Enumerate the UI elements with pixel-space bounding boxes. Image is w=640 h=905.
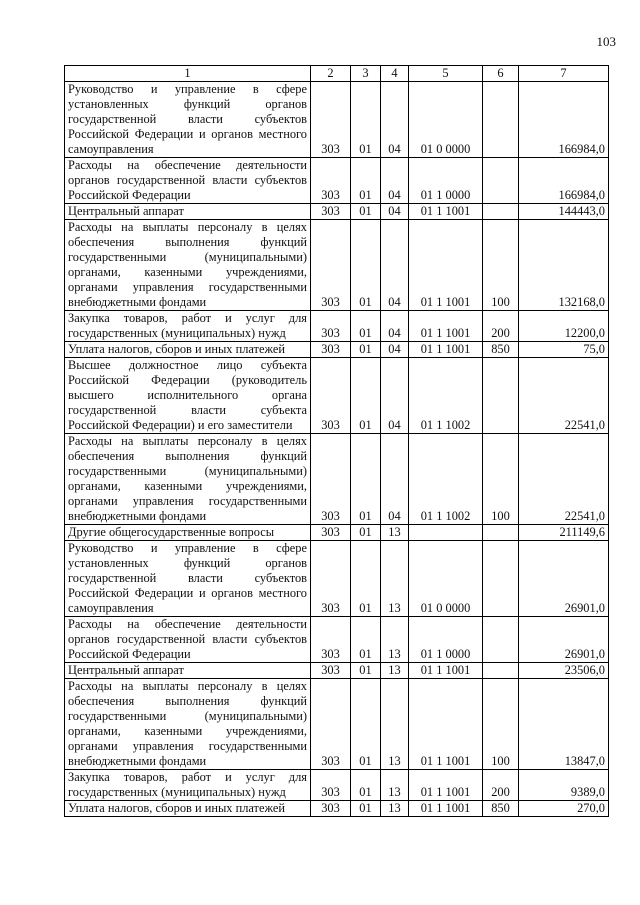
subsection-code-cell: 13 [381,679,409,770]
page-number: 103 [596,34,616,49]
target-article-cell: 01 1 1001 [409,342,483,358]
amount-cell: 13847,0 [519,679,609,770]
amount-cell: 9389,0 [519,770,609,801]
section-code-cell: 01 [351,220,381,311]
expense-type-cell [483,204,519,220]
admin-code-cell: 303 [311,358,351,434]
subsection-code-cell: 04 [381,311,409,342]
target-article-cell: 01 1 1001 [409,679,483,770]
target-article-cell: 01 1 1001 [409,663,483,679]
table-row [65,617,609,663]
amount-cell: 75,0 [519,342,609,358]
section-code-cell: 01 [351,617,381,663]
expense-type-cell: 200 [483,311,519,342]
table-row [65,663,609,679]
table-row [65,220,609,311]
expense-name-cell: Руководство и управление в сфере установленных функций органов государственной власти субъектов Российской Федерации и органов местного самоуправления [65,541,311,617]
table-row [65,358,609,434]
subsection-code-cell: 13 [381,617,409,663]
section-code-cell: 01 [351,541,381,617]
subsection-code-cell: 04 [381,204,409,220]
table-row [65,311,609,342]
subsection-code-cell: 13 [381,525,409,541]
expense-name-cell: Уплата налогов, сборов и иных платежей [65,801,311,817]
expense-name-cell: Расходы на выплаты персоналу в целях обеспечения выполнения функций государственными (муниципальными) органами, казенными учреждениями, органами управления государственными внебюджетными фондами [65,434,311,525]
section-code-cell: 01 [351,311,381,342]
target-article-cell: 01 0 0000 [409,82,483,158]
subsection-code-cell: 13 [381,801,409,817]
amount-cell: 12200,0 [519,311,609,342]
admin-code-cell: 303 [311,342,351,358]
admin-code-cell: 303 [311,679,351,770]
expense-name-cell: Высшее должностное лицо субъекта Российской Федерации (руководитель высшего исполнительного органа государственной власти субъекта Российской Федерации) и его заместители [65,358,311,434]
column-header: 7 [519,66,609,82]
amount-cell: 144443,0 [519,204,609,220]
target-article-cell: 01 1 0000 [409,158,483,204]
subsection-code-cell: 04 [381,82,409,158]
expense-type-cell [483,617,519,663]
section-code-cell: 01 [351,158,381,204]
admin-code-cell: 303 [311,204,351,220]
amount-cell: 22541,0 [519,434,609,525]
subsection-code-cell: 04 [381,434,409,525]
admin-code-cell: 303 [311,434,351,525]
subsection-code-cell: 04 [381,342,409,358]
section-code-cell: 01 [351,358,381,434]
section-code-cell: 01 [351,342,381,358]
expense-name-cell: Расходы на обеспечение деятельности органов государственной власти субъектов Российской Федерации [65,617,311,663]
table-header-row [65,66,609,82]
expense-name-cell: Закупка товаров, работ и услуг для государственных (муниципальных) нужд [65,311,311,342]
table-row [65,158,609,204]
admin-code-cell: 303 [311,311,351,342]
section-code-cell: 01 [351,434,381,525]
expense-name-cell: Центральный аппарат [65,663,311,679]
column-header: 3 [351,66,381,82]
admin-code-cell: 303 [311,801,351,817]
expense-name-cell: Закупка товаров, работ и услуг для государственных (муниципальных) нужд [65,770,311,801]
target-article-cell: 01 1 1001 [409,311,483,342]
target-article-cell: 01 0 0000 [409,541,483,617]
expense-type-cell: 100 [483,434,519,525]
column-header: 2 [311,66,351,82]
admin-code-cell: 303 [311,617,351,663]
table-row [65,770,609,801]
expense-type-cell: 850 [483,342,519,358]
table-row [65,82,609,158]
table-row [65,541,609,617]
expense-type-cell: 850 [483,801,519,817]
section-code-cell: 01 [351,82,381,158]
column-header: 4 [381,66,409,82]
amount-cell: 22541,0 [519,358,609,434]
subsection-code-cell: 13 [381,770,409,801]
expense-type-cell [483,158,519,204]
admin-code-cell: 303 [311,82,351,158]
target-article-cell [409,525,483,541]
section-code-cell: 01 [351,679,381,770]
admin-code-cell: 303 [311,663,351,679]
table-row [65,679,609,770]
admin-code-cell: 303 [311,541,351,617]
table-row [65,801,609,817]
expense-type-cell [483,82,519,158]
expense-name-cell: Расходы на обеспечение деятельности органов государственной власти субъектов Российской Федерации [65,158,311,204]
section-code-cell: 01 [351,204,381,220]
amount-cell: 26901,0 [519,541,609,617]
target-article-cell: 01 1 1001 [409,204,483,220]
budget-table [64,65,609,817]
target-article-cell: 01 1 1001 [409,770,483,801]
section-code-cell: 01 [351,525,381,541]
expense-name-cell: Уплата налогов, сборов и иных платежей [65,342,311,358]
column-header: 1 [65,66,311,82]
section-code-cell: 01 [351,663,381,679]
expense-type-cell [483,663,519,679]
amount-cell: 270,0 [519,801,609,817]
target-article-cell: 01 1 1002 [409,358,483,434]
expense-name-cell: Центральный аппарат [65,204,311,220]
admin-code-cell: 303 [311,770,351,801]
column-header: 5 [409,66,483,82]
amount-cell: 26901,0 [519,617,609,663]
section-code-cell: 01 [351,770,381,801]
expense-name-cell: Другие общегосударственные вопросы [65,525,311,541]
expense-type-cell: 100 [483,679,519,770]
amount-cell: 211149,6 [519,525,609,541]
admin-code-cell: 303 [311,158,351,204]
expense-type-cell [483,525,519,541]
target-article-cell: 01 1 0000 [409,617,483,663]
expense-type-cell [483,358,519,434]
expense-name-cell: Руководство и управление в сфере установленных функций органов государственной власти субъектов Российской Федерации и органов местного самоуправления [65,82,311,158]
expense-type-cell [483,541,519,617]
column-header: 6 [483,66,519,82]
expense-name-cell: Расходы на выплаты персоналу в целях обеспечения выполнения функций государственными (муниципальными) органами, казенными учреждениями, органами управления государственными внебюджетными фондами [65,679,311,770]
amount-cell: 23506,0 [519,663,609,679]
table-row [65,434,609,525]
expense-name-cell: Расходы на выплаты персоналу в целях обеспечения выполнения функций государственными (муниципальными) органами, казенными учреждениями, органами управления государственными внебюджетными фондами [65,220,311,311]
expense-type-cell: 200 [483,770,519,801]
admin-code-cell: 303 [311,220,351,311]
target-article-cell: 01 1 1001 [409,220,483,311]
subsection-code-cell: 04 [381,220,409,311]
target-article-cell: 01 1 1002 [409,434,483,525]
subsection-code-cell: 13 [381,541,409,617]
amount-cell: 166984,0 [519,82,609,158]
table-row [65,204,609,220]
table-row [65,342,609,358]
subsection-code-cell: 04 [381,358,409,434]
section-code-cell: 01 [351,801,381,817]
subsection-code-cell: 04 [381,158,409,204]
target-article-cell: 01 1 1001 [409,801,483,817]
amount-cell: 166984,0 [519,158,609,204]
admin-code-cell: 303 [311,525,351,541]
amount-cell: 132168,0 [519,220,609,311]
subsection-code-cell: 13 [381,663,409,679]
table-row [65,525,609,541]
expense-type-cell: 100 [483,220,519,311]
